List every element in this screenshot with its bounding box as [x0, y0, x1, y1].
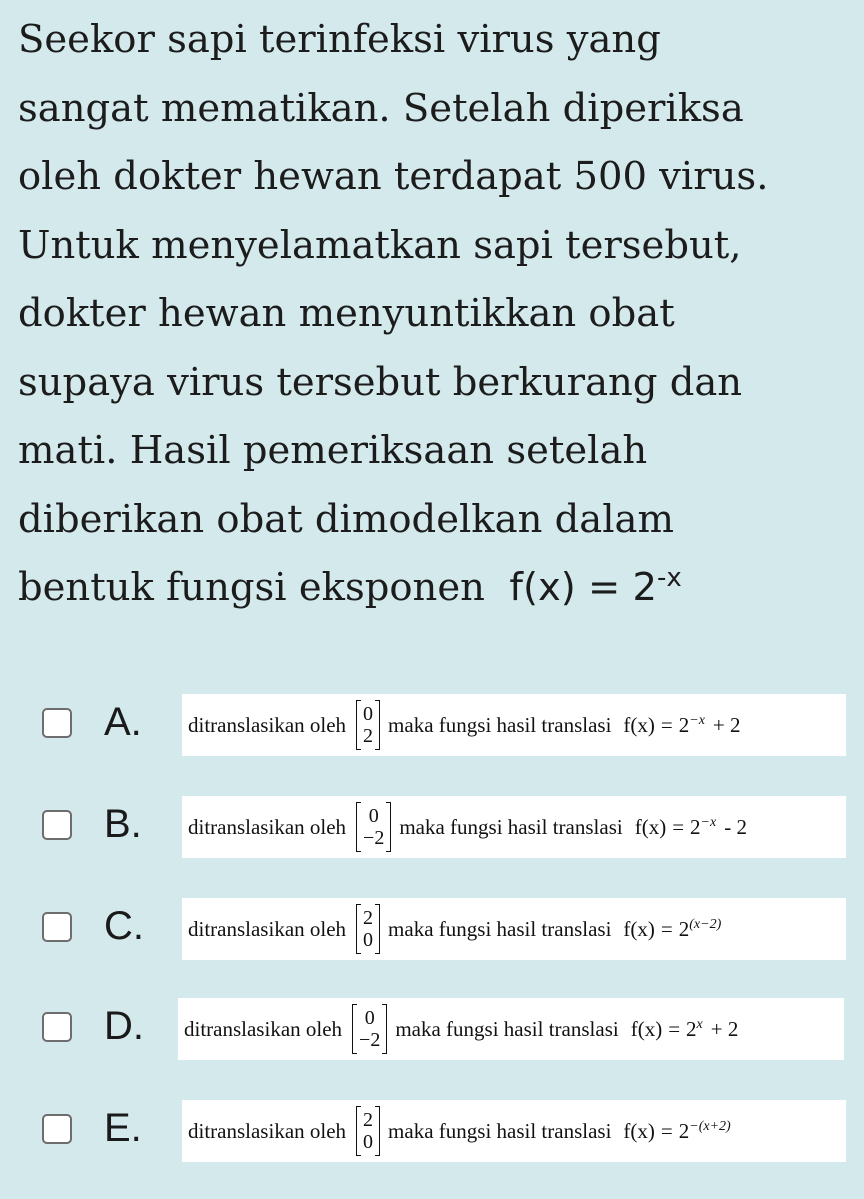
- formula-tail: + 2: [712, 712, 741, 737]
- option-text: maka fungsi hasil translasi: [395, 1016, 619, 1041]
- formula-base: 2: [690, 814, 701, 839]
- formula-exponent: -x: [657, 563, 682, 593]
- question-line: oleh dokter hewan terdapat 500 virus.: [18, 154, 769, 199]
- bracket-right: [382, 1004, 387, 1054]
- equals-sign: =: [660, 1118, 673, 1143]
- option-b-letter: B.: [104, 802, 142, 846]
- formula-exponent: x: [696, 1016, 703, 1032]
- vector-top: 0: [368, 805, 379, 827]
- option-d-letter: D.: [104, 1004, 144, 1048]
- fx-label: f(x): [634, 814, 667, 839]
- vector-top: 2: [363, 907, 374, 929]
- formula-exponent: −x: [689, 712, 705, 728]
- bracket-right: [375, 700, 380, 750]
- option-c-letter: C.: [104, 904, 144, 948]
- option-text: maka fungsi hasil translasi: [399, 814, 623, 839]
- option-a[interactable]: [0, 694, 864, 758]
- fx-label: f(x): [630, 1016, 663, 1041]
- vector-top: 0: [364, 1007, 375, 1029]
- vector-bottom: −2: [359, 1029, 381, 1051]
- option-formula: [623, 917, 729, 942]
- option-text: maka fungsi hasil translasi: [388, 712, 612, 737]
- option-c-answer[interactable]: [182, 898, 846, 960]
- bracket-right: [375, 904, 380, 954]
- option-text: ditranslasikan oleh: [184, 1016, 343, 1041]
- option-c-checkbox[interactable]: [42, 912, 72, 942]
- formula-exponent: (x−2): [689, 916, 722, 932]
- option-d-answer[interactable]: [178, 998, 844, 1060]
- translation-vector: [356, 802, 391, 852]
- equals-sign: =: [660, 916, 673, 941]
- translation-vector: [352, 1004, 387, 1054]
- question-line: Untuk menyelamatkan sapi tersebut,: [18, 222, 742, 268]
- question-line: diberikan obat dimodelkan dalam: [18, 496, 674, 542]
- vector-bottom: 2: [363, 725, 374, 747]
- equals-sign: =: [668, 1016, 681, 1041]
- option-d[interactable]: [0, 998, 864, 1062]
- option-e-checkbox[interactable]: [42, 1114, 72, 1144]
- option-formula: [635, 815, 747, 840]
- formula-tail: - 2: [724, 814, 747, 839]
- question-line: bentuk fungsi eksponen: [18, 565, 485, 610]
- option-text: ditranslasikan oleh: [188, 1118, 347, 1143]
- question-line: mati. Hasil pemeriksaan setelah: [18, 428, 648, 473]
- option-b[interactable]: [0, 796, 864, 860]
- equals-sign: =: [660, 712, 673, 737]
- option-text: ditranslasikan oleh: [188, 814, 347, 839]
- option-a-checkbox[interactable]: [42, 708, 72, 738]
- option-b-checkbox[interactable]: [42, 810, 72, 840]
- bracket-right: [375, 1106, 380, 1156]
- vector-bottom: −2: [363, 827, 385, 849]
- option-e-answer[interactable]: [182, 1100, 846, 1162]
- option-a-letter: A.: [104, 700, 142, 744]
- question-formula: [509, 565, 681, 610]
- option-e[interactable]: [0, 1100, 864, 1164]
- option-c[interactable]: [0, 898, 864, 962]
- option-a-answer[interactable]: [182, 694, 846, 756]
- formula-exponent: −(x+2): [689, 1118, 731, 1134]
- vector-top: 2: [363, 1109, 374, 1131]
- vector-top: 0: [363, 703, 374, 725]
- formula-tail: + 2: [710, 1016, 739, 1041]
- option-formula: [631, 1017, 739, 1042]
- option-text: ditranslasikan oleh: [188, 916, 347, 941]
- fx-label: f(x): [623, 916, 655, 941]
- question-line: supaya virus tersebut berkurang dan: [18, 359, 743, 405]
- formula-exponent: −x: [700, 814, 717, 830]
- formula-base: 2: [678, 712, 690, 737]
- option-text: maka fungsi hasil translasi: [388, 1118, 612, 1143]
- question-line: sangat mematikan. Setelah diperiksa: [18, 85, 744, 131]
- option-d-checkbox[interactable]: [42, 1012, 72, 1042]
- formula-base: 2: [678, 1118, 690, 1143]
- option-formula: [623, 1119, 738, 1144]
- vector-bottom: 0: [363, 1131, 374, 1153]
- fx-label: f(x): [623, 712, 655, 737]
- option-b-answer[interactable]: [182, 796, 846, 858]
- translation-vector: [356, 700, 380, 750]
- option-text: ditranslasikan oleh: [188, 712, 347, 737]
- bracket-right: [386, 802, 391, 852]
- fx-label: f(x): [623, 1118, 655, 1143]
- option-text: maka fungsi hasil translasi: [388, 916, 612, 941]
- formula-base: f(x) = 2: [509, 565, 658, 610]
- question-text: [18, 6, 858, 627]
- question-line: Seekor sapi terinfeksi virus yang: [18, 17, 661, 62]
- formula-base: 2: [686, 1016, 697, 1041]
- option-formula: [623, 713, 740, 738]
- question-last-line: [18, 554, 858, 627]
- vector-bottom: 0: [363, 929, 374, 951]
- translation-vector: [356, 1106, 380, 1156]
- question-line: dokter hewan menyuntikkan obat: [18, 291, 675, 336]
- formula-base: 2: [678, 916, 690, 941]
- translation-vector: [356, 904, 380, 954]
- option-e-letter: E.: [104, 1106, 142, 1150]
- equals-sign: =: [672, 814, 685, 839]
